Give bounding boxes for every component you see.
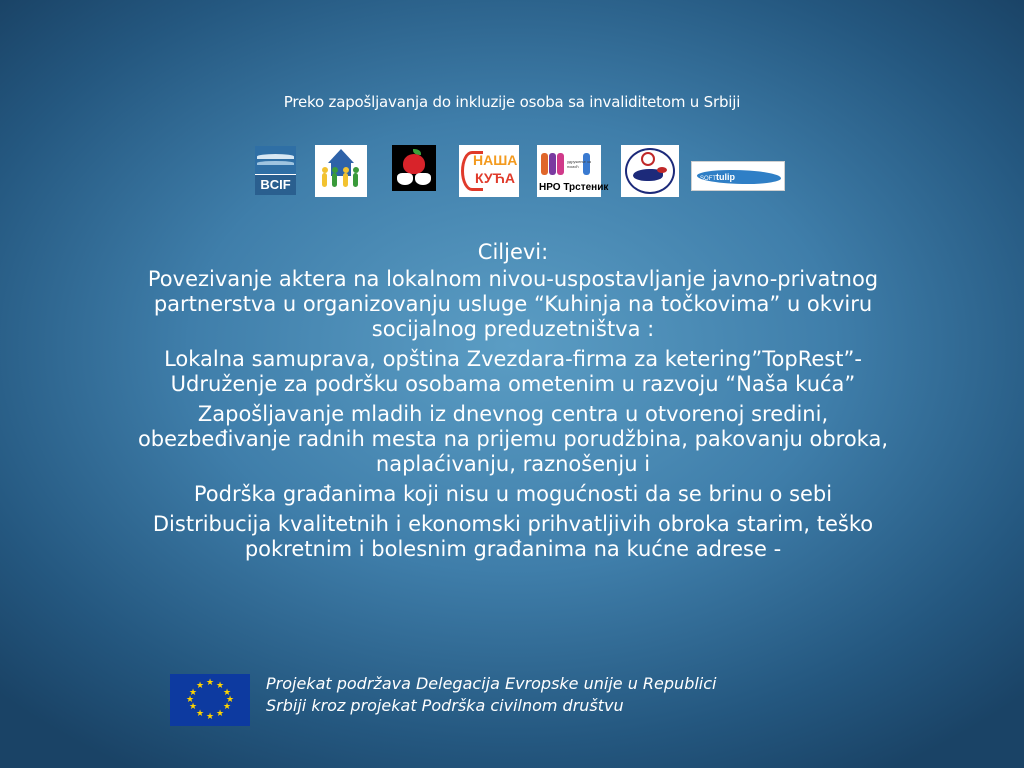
nro-logo-small-text: удружење за помоћ (567, 159, 591, 169)
bcif-logo-band (255, 146, 296, 174)
star-icon: ★ (223, 702, 232, 712)
nro-logo-text: НРО Трстеник (539, 182, 609, 193)
footer-note (266, 673, 786, 717)
goal-paragraph: Podrška građanima koji nisu u mogućnosti da se brinu o sebi (193, 482, 833, 506)
star-icon: ★ (216, 709, 225, 719)
star-icon: ★ (186, 695, 195, 705)
goal-paragraph: Povezivanje aktera na lokalnom nivou-uspostavljanje javno-privatnog partnerstva u organizovanju usluge “Kuhinja na točkovima” u okviru socijalnog preduzetništva : (147, 267, 879, 341)
bcif-logo-text: BCIF (255, 175, 296, 195)
bcif-logo-swoosh (257, 161, 294, 165)
softtulip-logo-word: tulip (716, 172, 735, 182)
star-icon: ★ (196, 681, 205, 691)
star-icon: ★ (206, 712, 215, 722)
person-icon (549, 153, 556, 175)
star-icon: ★ (189, 688, 198, 698)
star-icon: ★ (226, 695, 235, 705)
nasa-kuca-logo (459, 145, 519, 197)
hand-icon (397, 173, 413, 185)
goal-paragraph: Lokalna samuprava, opština Zvezdara-firma za ketering”TopRest”-Udruženje za podršku osobama ometenim u razvoju “Naša kuća” (164, 347, 862, 396)
bcif-logo (255, 146, 296, 195)
person-icon (353, 173, 358, 187)
footer-line: Projekat podržava Delegacija Evropske unije u Republici (266, 674, 717, 693)
bird-head-icon (657, 167, 667, 173)
heart-icon (403, 154, 425, 174)
person-icon (343, 173, 348, 187)
nro-trstenik-logo (537, 145, 609, 197)
person-icon (322, 173, 327, 187)
star-icon: ★ (206, 678, 215, 688)
people-house-logo (315, 145, 367, 197)
wheel-icon (641, 152, 655, 166)
person-icon (541, 153, 548, 175)
goals-content (128, 240, 898, 567)
house-roof-icon (328, 149, 354, 163)
bcif-logo-swoosh (257, 154, 294, 159)
softtulip-logo-text (700, 172, 735, 182)
slide-subtitle: Preko zapošljavanja do inkluzije osoba sa invaliditetom u Srbiji (283, 93, 741, 111)
star-icon: ★ (196, 709, 205, 719)
nasa-kuca-logo-text: КУЋА (475, 170, 515, 186)
star-icon: ★ (189, 702, 198, 712)
footer-line: Srbiji kroz projekat Podrška civilnom društvu (266, 696, 624, 715)
softtulip-logo-prefix: SOFT (700, 176, 716, 182)
nasa-kuca-logo-text: НАША (473, 152, 518, 168)
goal-paragraph: Distribucija kvalitetnih i ekonomski prihvatljivih obroka starim, teško pokretnim i bolesnim građanima na kućne adrese - (152, 512, 874, 561)
goals-heading: Ciljevi: (477, 240, 549, 264)
person-icon (557, 153, 564, 175)
eu-flag-icon (170, 674, 250, 726)
star-icon: ★ (216, 681, 225, 691)
softtulip-logo (691, 161, 785, 191)
heart-hands-logo (392, 145, 436, 191)
hand-icon (415, 173, 431, 185)
star-icon: ★ (223, 688, 232, 698)
bird-ring-logo (621, 145, 679, 197)
person-icon (332, 173, 337, 187)
goal-paragraph: Zapošljavanje mladih iz dnevnog centra u otvorenoj sredini, obezbeđivanje radnih mesta na prijemu porudžbina, pakovanju obroka, naplaćivanju, raznošenju i (137, 402, 889, 476)
